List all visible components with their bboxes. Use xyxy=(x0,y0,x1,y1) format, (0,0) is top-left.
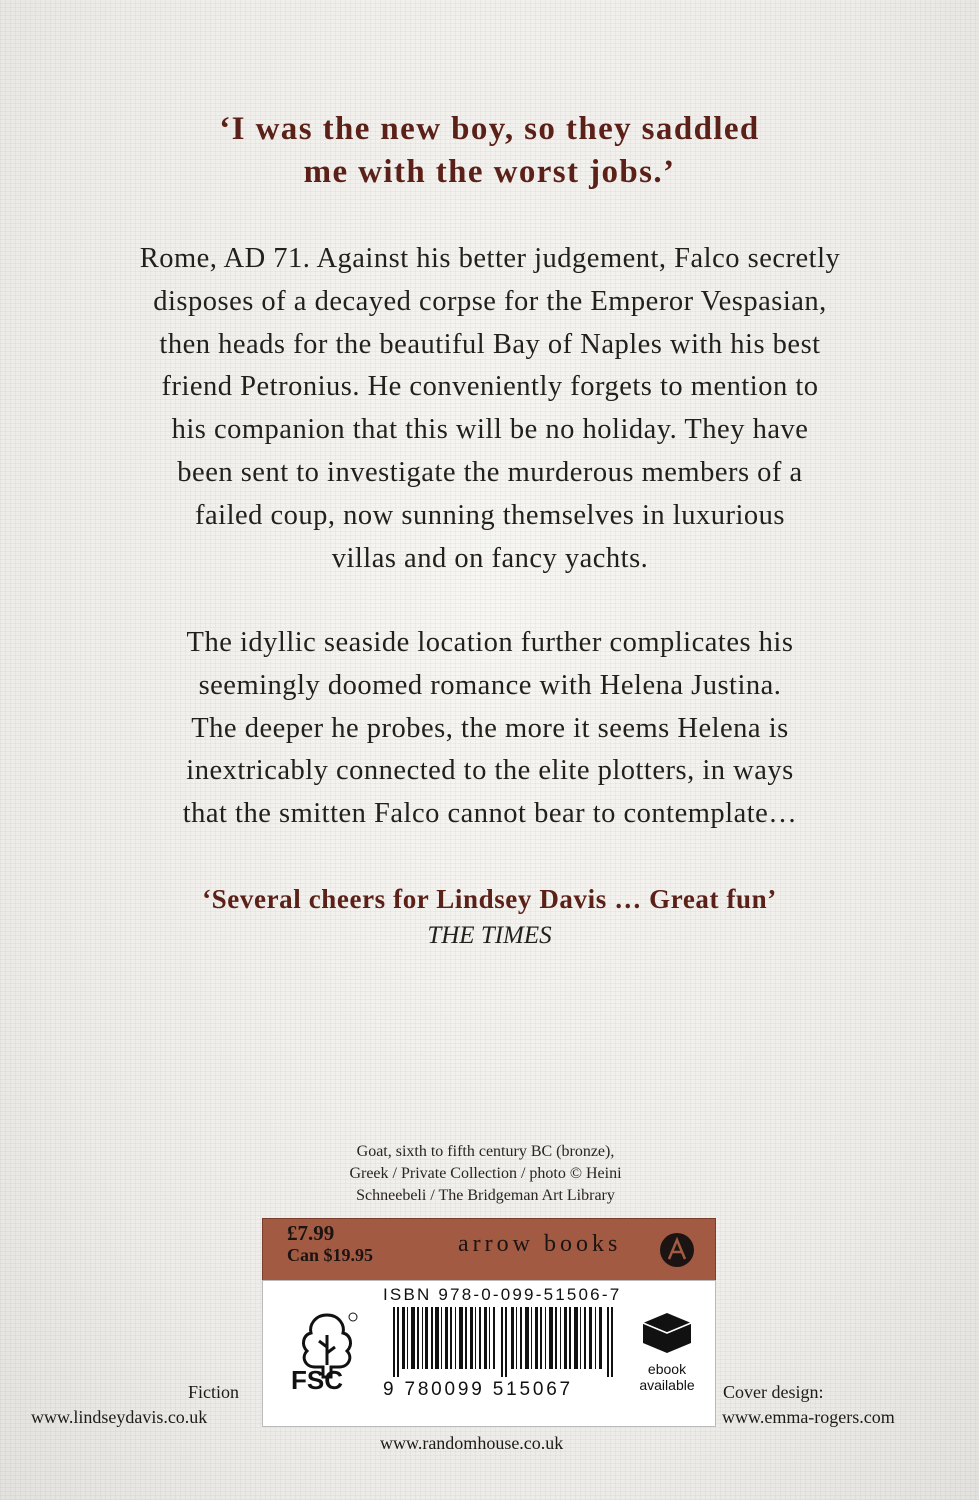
publisher-website-link[interactable]: www.randomhouse.co.uk xyxy=(380,1433,564,1453)
ebook-icon xyxy=(637,1303,697,1357)
barcode-icon xyxy=(393,1307,617,1377)
price-can: Can $19.95 xyxy=(287,1245,374,1265)
blurb-line: inextricably connected to the elite plotters, in ways xyxy=(186,755,794,787)
blurb-line: seemingly doomed romance with Helena Justina. xyxy=(198,669,782,701)
price-block xyxy=(287,1222,373,1266)
blurb-line: The deeper he probes, the more it seems Helena is xyxy=(191,712,789,744)
ebook-line-1: ebook xyxy=(647,1361,687,1377)
svg-text:e: e xyxy=(661,1316,668,1331)
blurb-line: Rome, AD 71. Against his better judgement, Falco secretly xyxy=(139,243,841,274)
review-source: THE TIMES xyxy=(427,922,552,949)
review xyxy=(0,880,979,954)
blurb-paragraph-2 xyxy=(60,622,920,836)
barcode-panel xyxy=(262,1280,716,1427)
price-band xyxy=(262,1218,716,1282)
barcode-number: 9 780099 515067 xyxy=(383,1379,573,1400)
pull-quote-line-1: ‘I was the new boy, so they saddled xyxy=(219,111,760,147)
blurb-line: friend Petronius. He conveniently forgets to mention to xyxy=(161,371,819,403)
credits-line: Goat, sixth to fifth century BC (bronze), xyxy=(356,1143,615,1160)
author-website-link[interactable]: www.lindseydavis.co.uk xyxy=(31,1407,208,1427)
fsc-text: FSC xyxy=(291,1365,343,1395)
ebook-line-2: available xyxy=(639,1377,695,1393)
blurb-line: villas and on fancy yachts. xyxy=(331,542,649,574)
review-quote: ‘Several cheers for Lindsey Davis … Great fun’ xyxy=(202,884,777,914)
credits-line: Greek / Private Collection / photo © Heini xyxy=(349,1165,622,1182)
publisher-name: arrow books xyxy=(458,1231,622,1257)
credits-line: Schneebeli / The Bridgeman Art Library xyxy=(356,1187,615,1204)
genre-label: Fiction xyxy=(188,1382,240,1402)
blurb-line: The idyllic seaside location further complicates his xyxy=(186,627,794,658)
isbn-label: ISBN 978-0-099-51506-7 xyxy=(383,1285,622,1304)
blurb-line: then heads for the beautiful Bay of Naples with his best xyxy=(159,328,821,360)
price-uk: £7.99 xyxy=(287,1221,335,1245)
fsc-logo xyxy=(287,1307,367,1397)
cover-design-label: Cover design: xyxy=(723,1382,824,1402)
blurb-line: that the smitten Falco cannot bear to contemplate… xyxy=(182,798,798,830)
blurb-line: his companion that this will be no holiday. They have xyxy=(171,414,809,446)
blurb-line: failed coup, now sunning themselves in luxurious xyxy=(195,499,785,531)
ebook-badge xyxy=(629,1303,705,1423)
designer-website-link[interactable]: www.emma-rogers.com xyxy=(722,1407,895,1427)
pull-quote xyxy=(0,108,979,194)
blurb-line: disposes of a decayed corpse for the Emperor Vespasian, xyxy=(153,285,827,317)
image-credits xyxy=(288,1141,683,1207)
blurb-line: been sent to investigate the murderous members of a xyxy=(177,456,803,488)
blurb-paragraph-1 xyxy=(60,238,920,580)
publisher-logo-icon xyxy=(660,1233,694,1267)
pull-quote-line-2: me with the worst jobs.’ xyxy=(303,154,676,190)
